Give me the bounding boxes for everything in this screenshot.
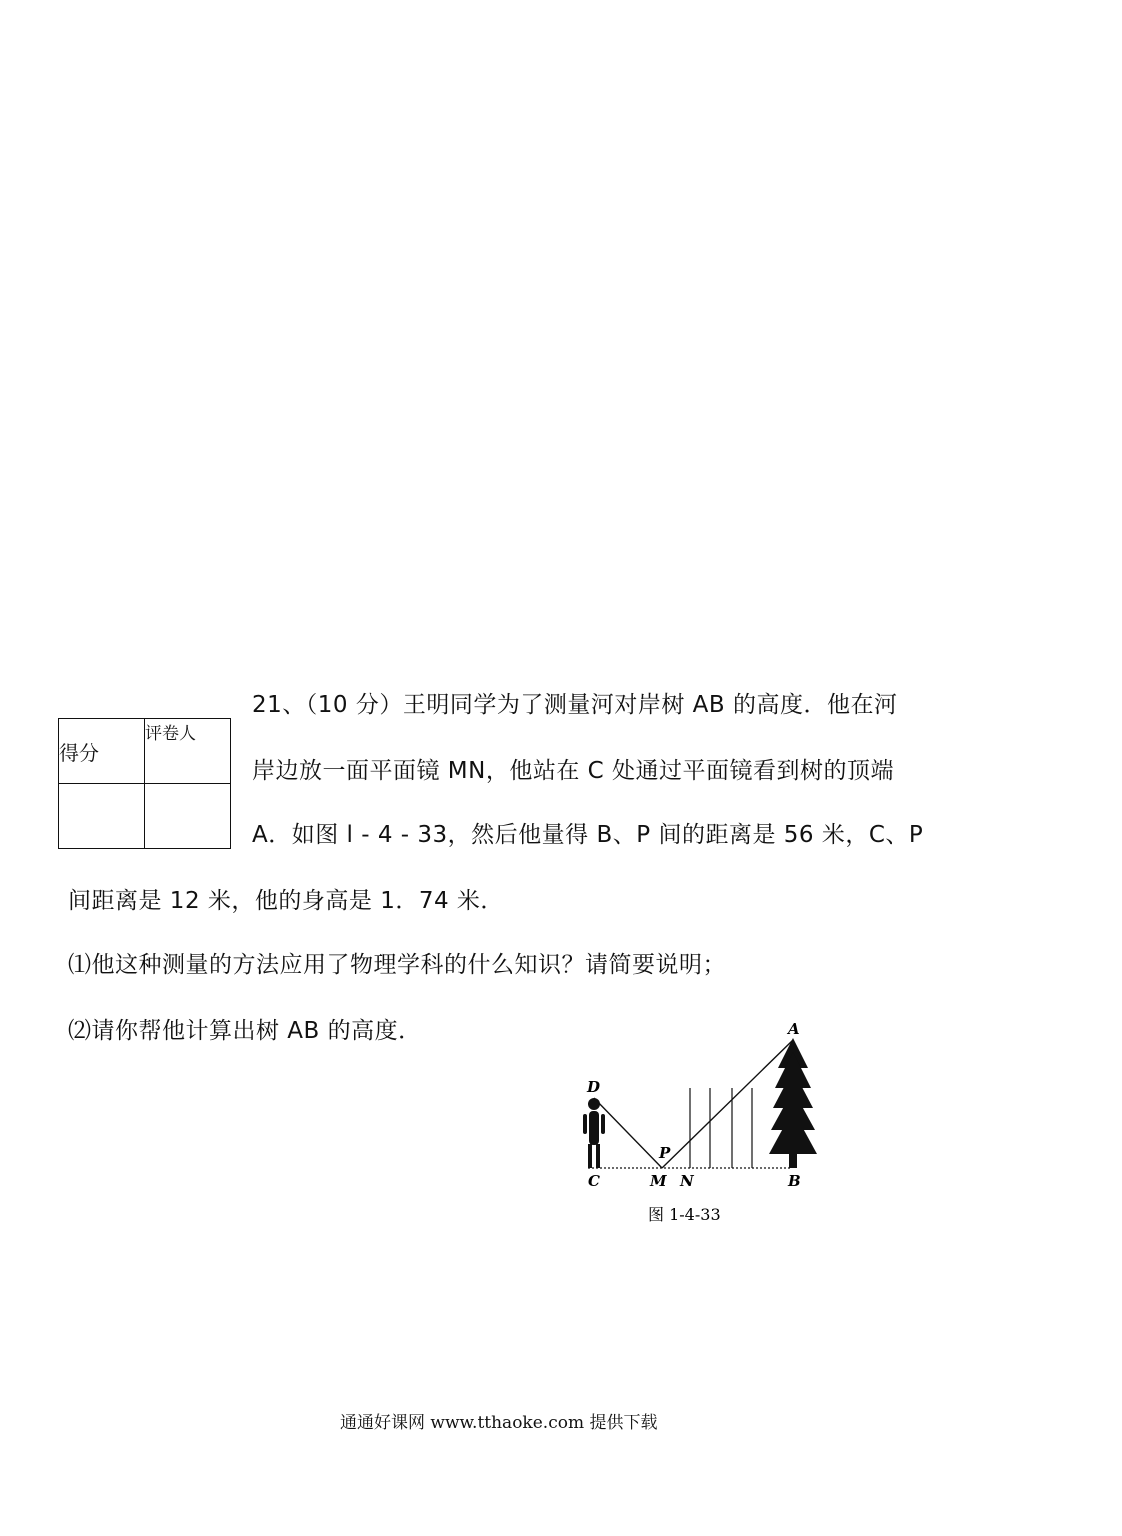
label-a: A [788, 1020, 800, 1038]
label-p: P [659, 1144, 671, 1162]
river-lines [690, 1088, 752, 1168]
figure-caption: 图 1-4-33 [648, 1205, 721, 1224]
score-label: 得分 [59, 719, 145, 784]
grader-label: 评卷人 [145, 719, 231, 784]
person-figure [583, 1098, 605, 1168]
question-line-2: 岸边放一面平面镜 MN，他站在 C 处通过平面镜看到树的顶端 [252, 758, 895, 784]
question-part-2: ⑵请你帮他计算出树 AB 的高度． [68, 1018, 422, 1044]
score-cell [59, 784, 145, 849]
question-part-1: ⑴他这种测量的方法应用了物理学科的什么知识？请简要说明； [68, 952, 726, 978]
footer-text: 通通好课网 www.tthaoke.com 提供下载 [340, 1413, 658, 1433]
label-n: N [680, 1172, 694, 1190]
label-c: C [588, 1172, 600, 1190]
label-m: M [650, 1172, 667, 1190]
label-d: D [587, 1078, 601, 1096]
grader-cell [145, 784, 231, 849]
question-line-3: A．如图 l - 4 - 33，然后他量得 B、P 间的距离是 56 米，C、P [252, 822, 924, 848]
figure-mirror-diagram [570, 1010, 840, 1230]
question-line-1: 21、（10 分）王明同学为了测量河对岸树 AB 的高度．他在河 [252, 692, 898, 718]
score-table [58, 718, 231, 849]
question-line-4: 间距离是 12 米，他的身高是 1．74 米． [68, 888, 504, 914]
tree-figure [769, 1038, 817, 1168]
label-b: B [788, 1172, 801, 1190]
